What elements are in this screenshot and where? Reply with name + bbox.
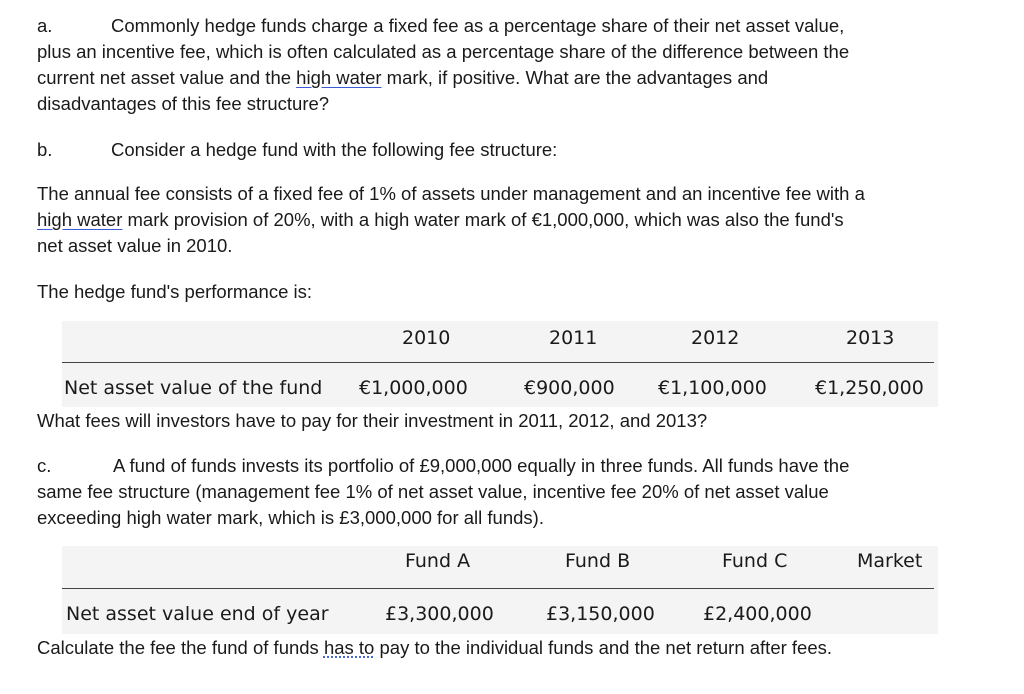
fund-table [62,546,938,634]
table-cell: £3,150,000 [546,603,655,625]
table-header-fund: Fund C [722,550,788,572]
table-cell: €1,100,000 [658,377,767,399]
performance-label: The hedge fund's performance is: [37,281,313,302]
table-cell: €1,000,000 [359,377,468,399]
table-row-label: Net asset value of the fund [64,377,323,399]
question-a [37,13,987,117]
question-c-label: c. [37,455,52,476]
question-b-question: What fees will investors have to pay for their investment in 2011, 2012, and 2013? [37,410,708,431]
table-header-fund: Market [857,550,923,572]
question-a-line2: plus an incentive fee, which is often calculated as a percentage share of the difference between the [37,41,850,62]
question-b-label: b. [37,139,53,160]
question-c: c. A fund of funds invests its portfolio of £9,000,000 equally in three funds. All funds have the same fee structure (management fee 1% of net asset value, incentive fee 20% of net asset value exceeding high water mark, which is £3,000,000 for all funds). [37,455,850,528]
grammar-underline-has-to: has to [323,637,375,658]
question-c-question: Calculate the fee the fund of funds has to pay to the individual funds and the net return after fees. [37,637,833,658]
table-divider [62,588,934,589]
spellcheck-underline-high-water: high water [296,67,382,88]
table-header-year: 2013 [846,327,895,349]
table-cell: €900,000 [524,377,615,399]
table-cell: €1,250,000 [815,377,924,399]
performance-table [62,321,938,407]
table-header-year: 2011 [549,327,598,349]
table-cell: £2,400,000 [703,603,812,625]
question-b-fee-description: The annual fee consists of a fixed fee of 1% of assets under management and an incentive fee with a high water mark provision of 20%, with a high water mark of €1,000,000, which was also the fund's net asset value in 2010. [37,183,865,256]
table-header-year: 2012 [691,327,740,349]
table-header-fund: Fund B [565,550,631,572]
question-a-line3: current net asset value and the high water mark, if positive. What are the advantages and [37,67,769,88]
question-a-label: a. [37,15,53,36]
question-a-line1: a. Commonly hedge funds charge a fixed fee as a percentage share of their net asset value, [37,13,987,39]
spellcheck-underline-high-water-2: high water [37,209,123,230]
table-header-fund: Fund A [405,550,471,572]
table-divider [62,362,934,363]
table-header-year: 2010 [402,327,451,349]
question-a-line4: disadvantages of this fee structure? [37,93,330,114]
question-b-intro: b. Consider a hedge fund with the following fee structure: [37,137,987,163]
table-cell: £3,300,000 [385,603,494,625]
table-row-label: Net asset value end of year [66,603,329,625]
